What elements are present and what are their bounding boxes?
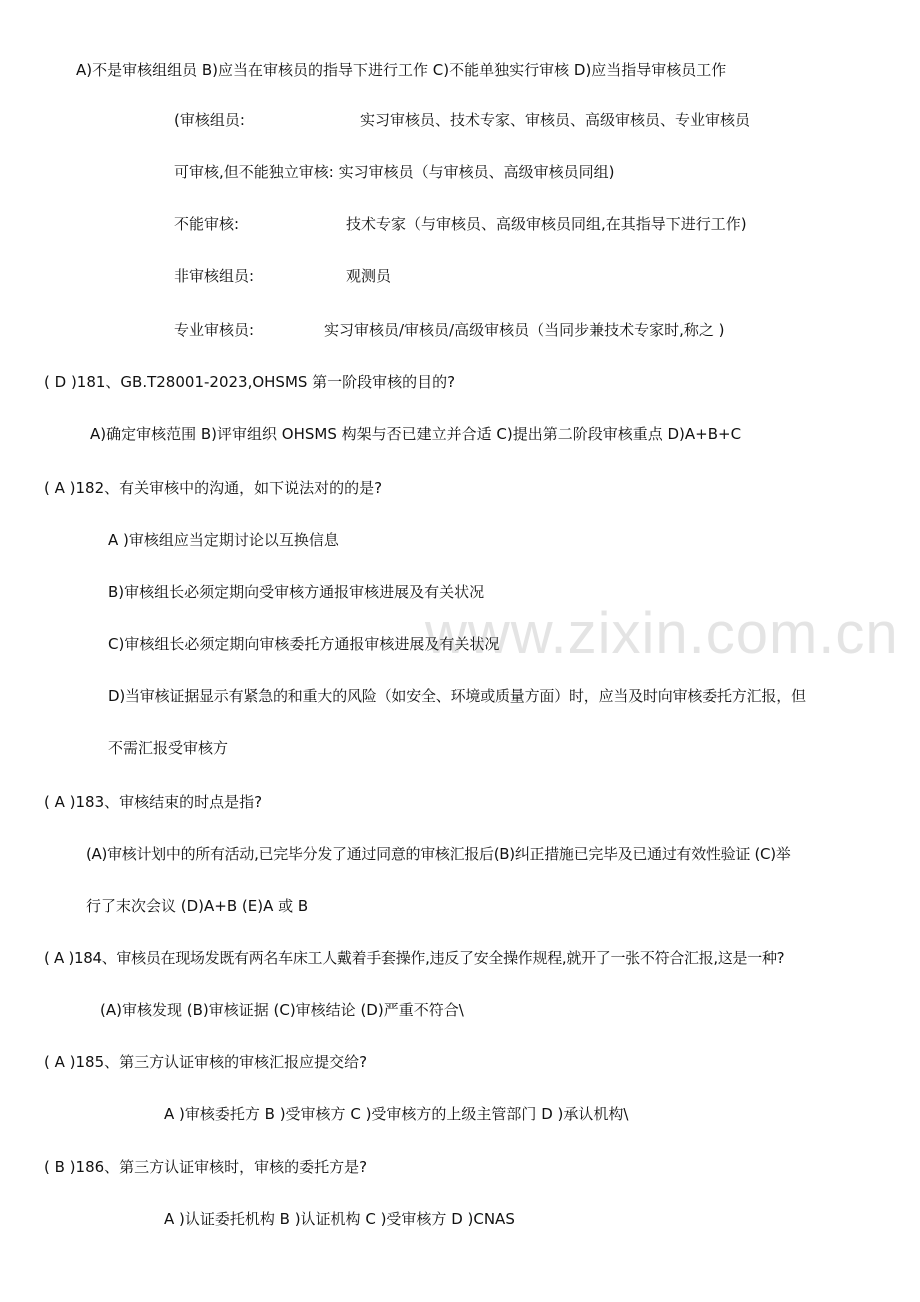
question-183-options: (A)审核计划中的所有活动,已完毕分发了通过同意的审核汇报后(B)纠正措施已完毕及已通过有效性验证 (C)举 [86, 845, 791, 863]
question-181: ( D )181、GB.T28001-2023,OHSMS 第一阶段审核的目的? [44, 373, 456, 391]
question-183-options-cont: 行了末次会议 (D)A+B (E)A 或 B [86, 897, 309, 915]
note-professional-auditor-label: 专业审核员: [174, 321, 255, 339]
question-182-option-c: C)审核组长必须定期向审核委托方通报审核进展及有关状况 [108, 635, 500, 653]
note-cannot-audit-value: 技术专家（与审核员、高级审核员同组,在其指导下进行工作) [346, 215, 747, 233]
note-non-member-value: 观测员 [346, 267, 392, 285]
question-182-option-d-cont: 不需汇报受审核方 [108, 739, 229, 757]
question-182-option-d: D)当审核证据显示有紧急的和重大的风险（如安全、环境或质量方面）时，应当及时向审核委托方汇报，但 [108, 687, 806, 705]
question-180-options: A)不是审核组组员 B)应当在审核员的指导下进行工作 C)不能单独实行审核 D)应当指导审核员工作 [76, 61, 727, 79]
question-182-option-a: A )审核组应当定期讨论以互换信息 [108, 531, 339, 549]
note-auditor-value: 实习审核员、技术专家、审核员、高级审核员、专业审核员 [360, 111, 751, 129]
note-cannot-audit-label: 不能审核: [174, 215, 240, 233]
note-professional-auditor-value: 实习审核员/审核员/高级审核员（当同步兼技术专家时,称之 ) [324, 321, 725, 339]
question-184-options: (A)审核发现 (B)审核证据 (C)审核结论 (D)严重不符合\ [100, 1001, 464, 1019]
note-non-member-label: 非审核组员: [174, 267, 255, 285]
question-186-options: A )认证委托机构 B )认证机构 C )受审核方 D )CNAS [164, 1210, 515, 1228]
note-auditor-label: (审核组员: [174, 111, 245, 129]
question-185-options: A )审核委托方 B )受审核方 C )受审核方的上级主管部门 D )承认机构\ [164, 1105, 629, 1123]
note-can-audit-not-independent: 可审核,但不能独立审核: 实习审核员（与审核员、高级审核员同组) [174, 163, 615, 181]
question-181-options: A)确定审核范围 B)评审组织 OHSMS 构架与否已建立并合适 C)提出第二阶段审核重点 D)A+B+C [90, 425, 742, 443]
question-183: ( A )183、审核结束的时点是指? [44, 793, 263, 811]
question-186: ( B )186、第三方认证审核时，审核的委托方是? [44, 1158, 368, 1176]
question-184: ( A )184、审核员在现场发既有两名车床工人戴着手套操作,违反了安全操作规程,就开了一张不符合汇报,这是一种? [44, 949, 785, 967]
watermark: www.zixin.com.cn [425, 601, 899, 666]
question-182-option-b: B)审核组长必须定期向受审核方通报审核进展及有关状况 [108, 583, 485, 601]
question-182: ( A )182、有关审核中的沟通，如下说法对的的是? [44, 479, 383, 497]
question-185: ( A )185、第三方认证审核的审核汇报应提交给? [44, 1053, 368, 1071]
